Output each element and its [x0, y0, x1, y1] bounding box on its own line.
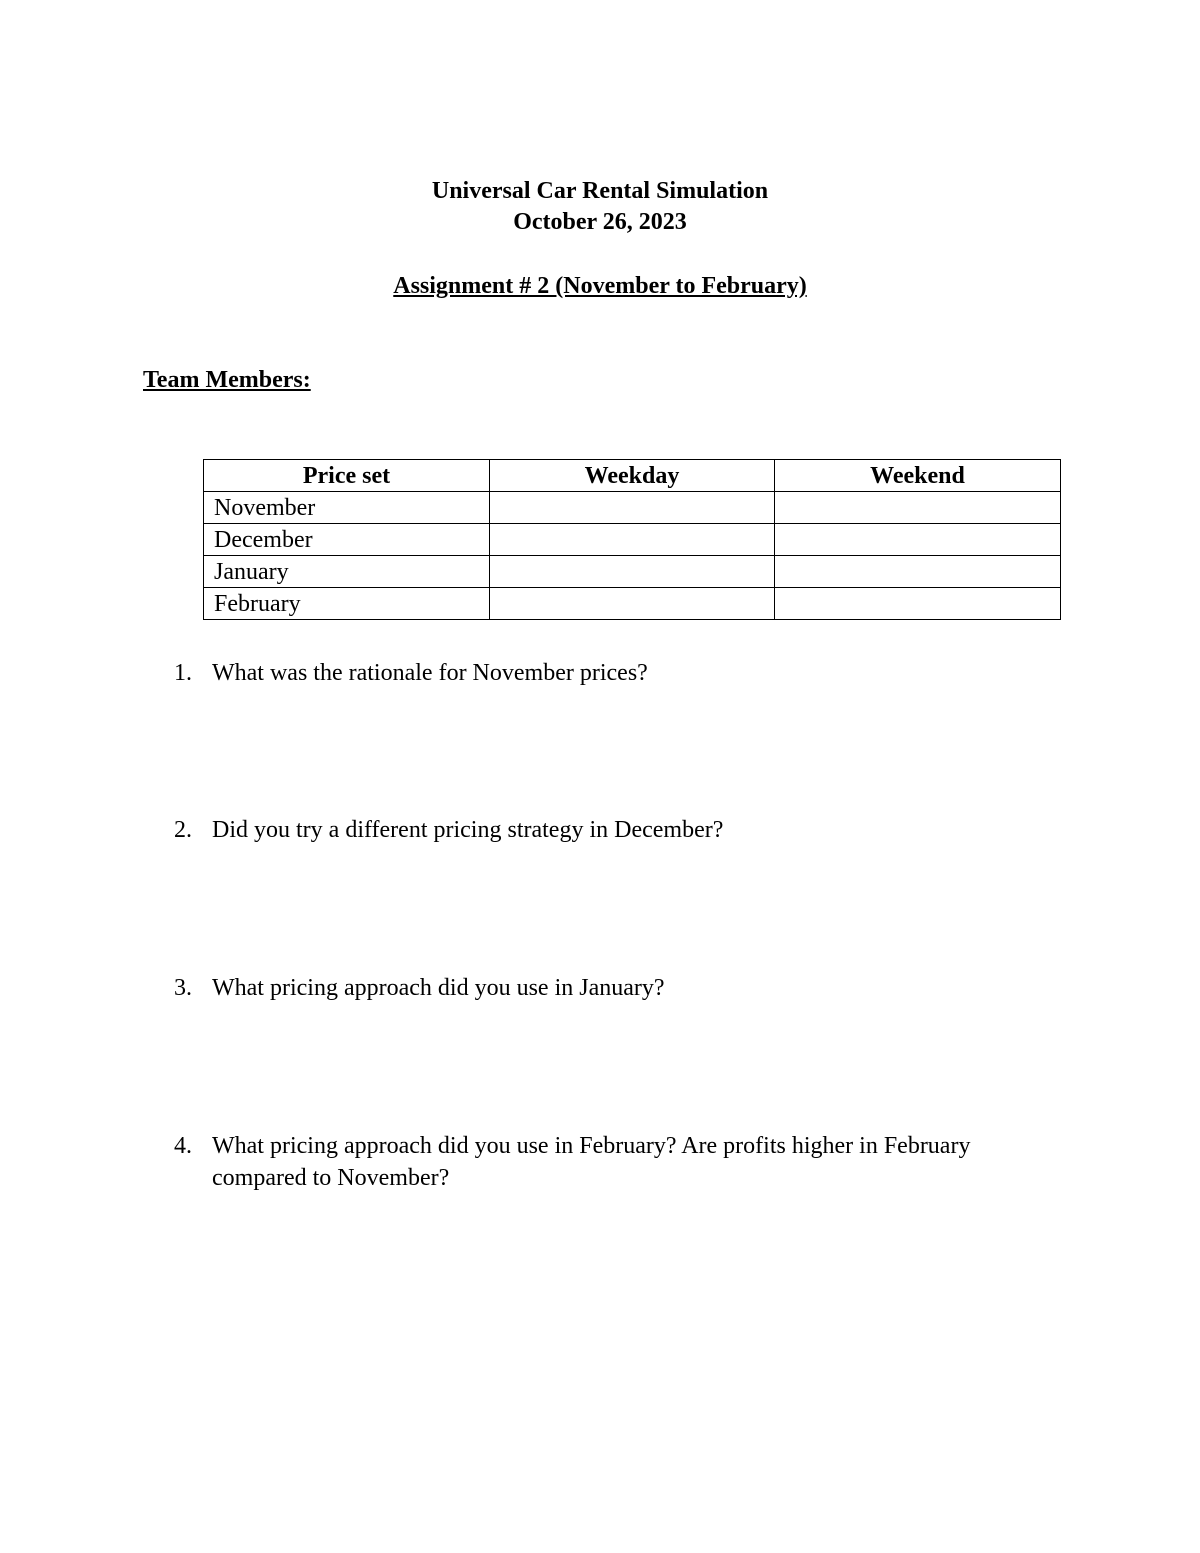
price-table: [203, 459, 1061, 620]
weekend-price-cell[interactable]: [775, 556, 1061, 588]
document-title: Universal Car Rental Simulation: [431, 178, 769, 204]
table-row: [204, 492, 1061, 524]
row-month-label: February: [204, 588, 490, 620]
question-number: 2.: [174, 817, 192, 843]
document-date: October 26, 2023: [513, 209, 687, 235]
table-row: [204, 524, 1061, 556]
weekend-price-cell[interactable]: [775, 524, 1061, 556]
table-header-row: [204, 460, 1061, 492]
question-item: [174, 814, 1004, 846]
weekday-price-cell[interactable]: [490, 556, 775, 588]
table-row: [204, 556, 1061, 588]
row-month-label: November: [204, 492, 490, 524]
question-text: What was the rationale for November prices?: [212, 660, 648, 686]
question-number: 4.: [174, 1133, 192, 1159]
question-text: Did you try a different pricing strategy in December?: [212, 817, 724, 843]
row-month-label: January: [204, 556, 490, 588]
weekday-price-cell[interactable]: [490, 524, 775, 556]
weekday-price-cell[interactable]: [490, 588, 775, 620]
table-row: [204, 588, 1061, 620]
header-weekday: Weekday: [490, 460, 775, 492]
weekend-price-cell[interactable]: [775, 492, 1061, 524]
question-number: 3.: [174, 975, 192, 1001]
question-text: What pricing approach did you use in February? Are profits higher in February compared to November?: [212, 1133, 971, 1191]
question-item: [174, 657, 1004, 689]
question-item: [174, 1130, 1004, 1194]
assignment-heading: Assignment # 2 (November to February): [393, 273, 807, 299]
weekend-price-cell[interactable]: [775, 588, 1061, 620]
header-weekend: Weekend: [775, 460, 1061, 492]
weekday-price-cell[interactable]: [490, 492, 775, 524]
row-month-label: December: [204, 524, 490, 556]
question-text: What pricing approach did you use in January?: [212, 975, 665, 1001]
question-item: [174, 972, 1004, 1004]
question-number: 1.: [174, 660, 192, 686]
team-members-label: Team Members:: [143, 367, 311, 393]
header-price-set: Price set: [204, 460, 490, 492]
